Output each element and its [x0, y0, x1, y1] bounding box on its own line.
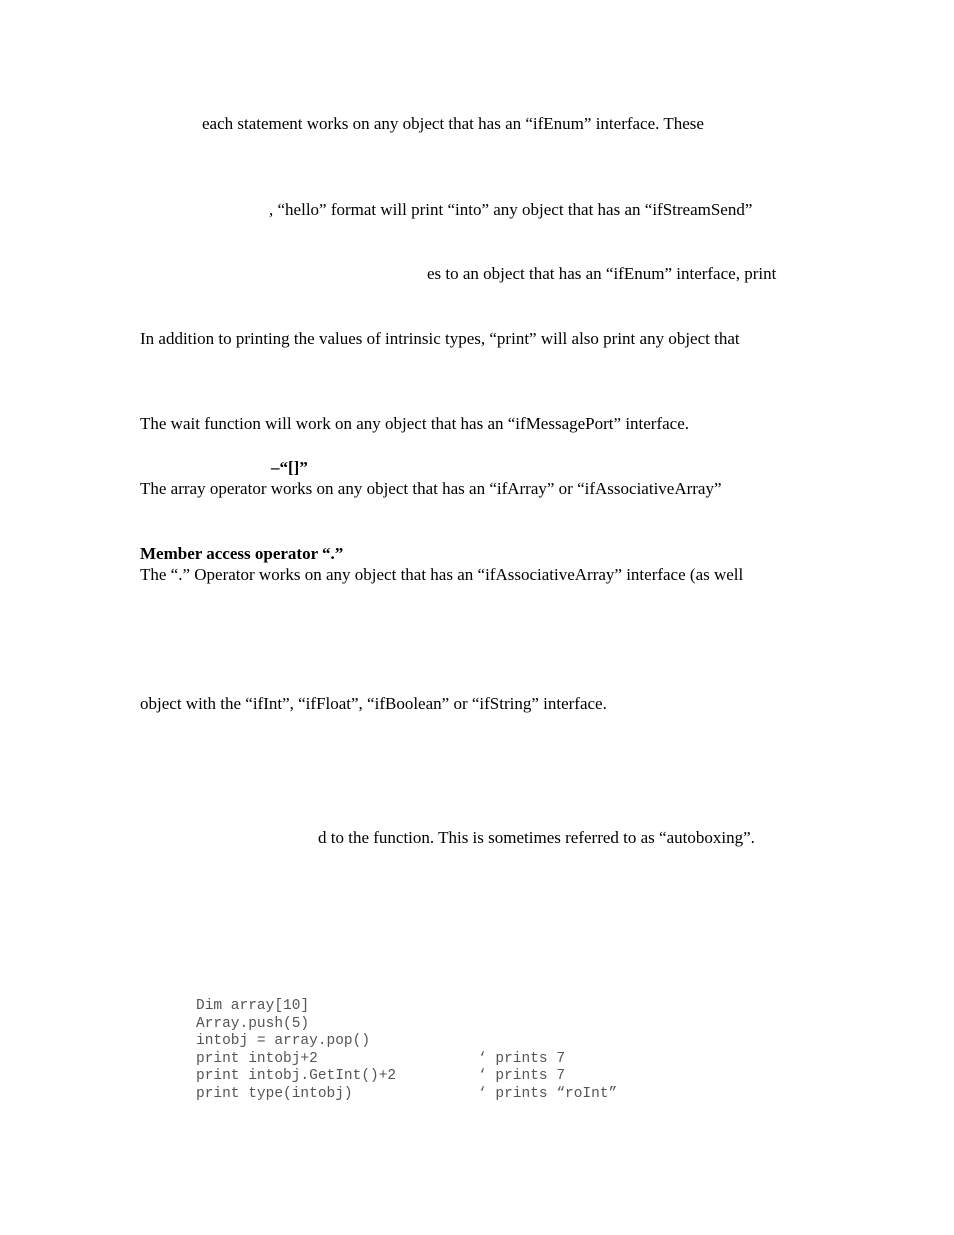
- text-line-print-format: , “hello” format will print “into” any object that has an “ifStreamSend”: [269, 200, 753, 219]
- code-line: [196, 998, 396, 1016]
- code-text: print intobj.GetInt()+2: [196, 1068, 397, 1085]
- code-line: [196, 1050, 566, 1069]
- code-text: print type(intobj): [196, 1085, 353, 1102]
- code-comment: ‘ prints 7: [478, 1068, 566, 1085]
- code-text: Array.push(5): [196, 1015, 310, 1032]
- code-line: [196, 1068, 566, 1086]
- code-line: [196, 1085, 618, 1104]
- heading-array-operator: –“[]”: [271, 458, 308, 477]
- code-text: intobj = array.pop(): [196, 1033, 371, 1050]
- text-line-array-operator: The array operator works on any object that has an “ifArray” or “ifAssociativeArray”: [140, 479, 722, 498]
- code-comment: ‘ prints “roInt”: [478, 1085, 618, 1102]
- code-text: print intobj+2: [196, 1050, 318, 1067]
- text-line-member-access: The “.” Operator works on any object that has an “ifAssociativeArray” interface (as well: [140, 565, 744, 584]
- code-example: [196, 998, 618, 1104]
- code-line: [196, 1016, 396, 1034]
- text-line-for-each: each statement works on any object that has an “ifEnum” interface. These: [202, 114, 704, 133]
- heading-member-access: Member access operator “.”: [140, 544, 344, 563]
- text-line-autoboxing: d to the function. This is sometimes referred to as “autoboxing”.: [318, 828, 755, 847]
- text-line-enum-print: es to an object that has an “ifEnum” interface, print: [427, 264, 777, 283]
- text-line-intrinsic-interfaces: object with the “ifInt”, “ifFloat”, “ifBoolean” or “ifString” interface.: [140, 694, 607, 713]
- text-line-wait-function: The wait function will work on any object that has an “ifMessagePort” interface.: [140, 414, 690, 433]
- code-text: Dim array[10]: [196, 998, 310, 1014]
- text-line-print-intrinsic: In addition to printing the values of intrinsic types, “print” will also print any object that: [140, 329, 740, 348]
- code-line: [196, 1033, 396, 1051]
- code-comment: ‘ prints 7: [478, 1050, 566, 1067]
